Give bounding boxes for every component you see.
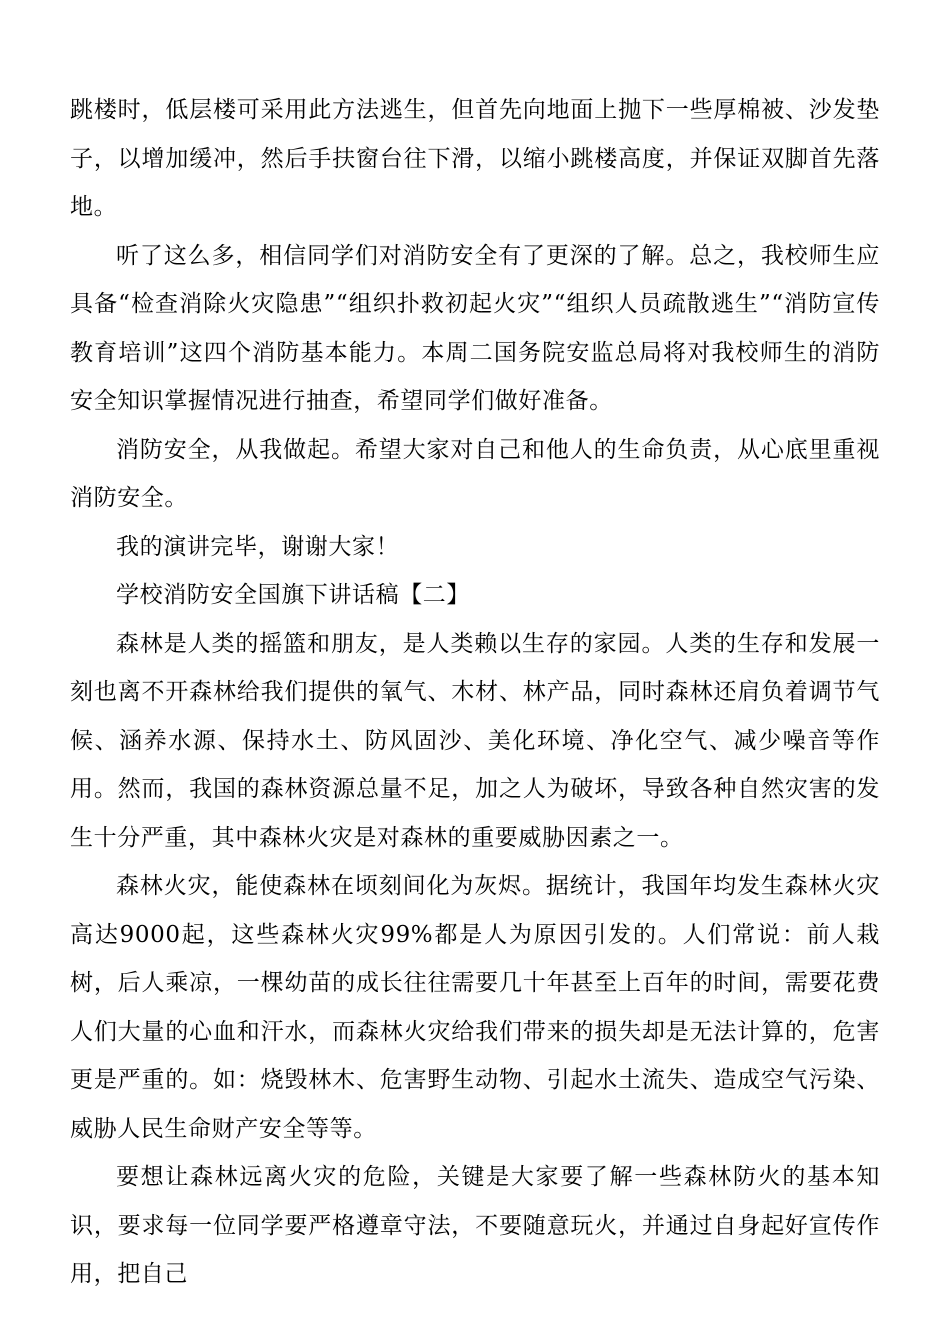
document-body	[70, 86, 880, 1299]
paragraph-escape-advice: 跳楼时，低层楼可采用此方法逃生，但首先向地面上抛下一些厚棉被、沙发垫子，以增加缓冲，然后手扶窗台往下滑，以缩小跳楼高度，并保证双脚首先落地。	[70, 97, 880, 220]
paragraph-closing: 我的演讲完毕，谢谢大家！	[116, 533, 400, 560]
paragraph-summary: 听了这么多，相信同学们对消防安全有了更深的了解。总之，我校师生应具备“检查消除火灾隐患”“组织扑救初起火灾”“组织人员疏散逃生”“消防宣传教育培训”这四个消防基本能力。本周二国务院安监总局将对我校师生的消防安全知识掌握情况进行抽查，希望同学们做好准备。	[70, 242, 880, 414]
paragraph-fire-safety-call: 消防安全，从我做起。希望大家对自己和他人的生命负责，从心底里重视消防安全。	[70, 436, 880, 511]
section-heading: 学校消防安全国旗下讲话稿【二】	[116, 582, 470, 608]
paragraph-forest-fire-stats: 森林火灾，能使森林在顷刻间化为灰烬。据统计，我国年均发生森林火灾高达9000起，这些森林火灾99%都是人为原因引发的。人们常说：前人栽树，后人乘凉，一棵幼苗的成长往往需要几十年甚至上百年的时间，需要花费人们大量的心血和汗水，而森林火灾给我们带来的损失却是无法计算的，危害更是严重的。如：烧毁林木、危害野生动物、引起水土流失、造成空气污染、威胁人民生命财产安全等等。	[70, 873, 880, 1142]
paragraph-forest-intro: 森林是人类的摇篮和朋友，是人类赖以生存的家园。人类的生存和发展一刻也离不开森林给我们提供的氧气、木材、林产品，同时森林还肩负着调节气候、涵养水源、保持水土、防风固沙、美化环境、净化空气、减少噪音等作用。然而，我国的森林资源总量不足，加之人为破坏，导致各种自然灾害的发生十分严重，其中森林火灾是对森林的重要威胁因素之一。	[70, 630, 880, 851]
paragraph-forest-prevention: 要想让森林远离火灾的危险，关键是大家要了解一些森林防火的基本知识，要求每一位同学要严格遵章守法，不要随意玩火，并通过自身起好宣传作用，把自己	[70, 1164, 880, 1287]
